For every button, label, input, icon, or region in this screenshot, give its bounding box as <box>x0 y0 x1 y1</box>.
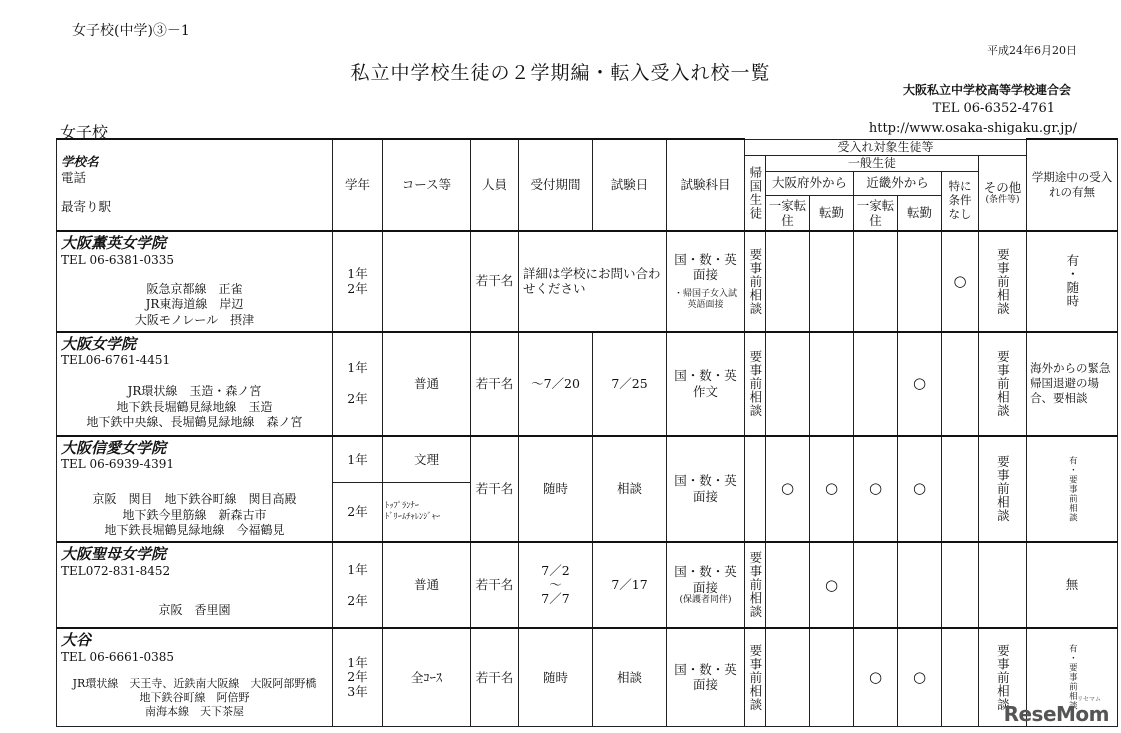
schools-table <box>56 138 1118 727</box>
header-transfer-2: 転勤 <box>898 195 942 231</box>
station: JR東海道線 岸辺 <box>145 297 244 312</box>
midterm: 海外からの緊急帰国退避の場合、要相談 <box>1027 332 1118 436</box>
header-other-note: (条件等) <box>985 195 1020 206</box>
header-school-info <box>57 139 333 231</box>
header-subjects: 試験科目 <box>667 139 745 231</box>
resemom-logo-sub: リセマム <box>1077 696 1101 703</box>
period-exam: 詳細は学校にお問い合わせください <box>519 231 667 332</box>
midterm: 無 <box>1027 542 1118 628</box>
school-name: 大阪聖母女学院 <box>61 545 167 564</box>
header-family-2: 一家転住 <box>854 195 898 231</box>
mark-family-1 <box>766 542 810 628</box>
other: 要事前相談 <box>979 436 1027 543</box>
header-period: 受付期間 <box>519 139 593 231</box>
returnee: 要事前相談 <box>745 332 766 436</box>
station: 大阪モノレール 摂津 <box>134 312 255 327</box>
mark-family-2: ○ <box>854 436 898 543</box>
table-row <box>57 231 1118 332</box>
school-name: 大阪薫英女学院 <box>61 234 167 252</box>
mark-transfer-1 <box>810 231 854 332</box>
period: 随時 <box>519 436 593 543</box>
quota: 若干名 <box>471 332 519 436</box>
other: 要事前相談 <box>979 628 1027 726</box>
grade: 1年 2年 <box>333 231 383 332</box>
grade: 2年 <box>333 483 383 542</box>
mark-transfer-1 <box>810 332 854 436</box>
header-phone: 電話 <box>61 169 87 185</box>
mark-family-2 <box>854 231 898 332</box>
period: 随時 <box>519 628 593 726</box>
station: 地下鉄今里筋線 新森古市 <box>122 507 267 522</box>
header-other: その他 (条件等) <box>979 155 1027 231</box>
other <box>979 542 1027 628</box>
school-tel: TEL072-831-8452 <box>61 563 171 578</box>
school-info <box>57 542 333 628</box>
station: 京阪 香里園 <box>158 602 231 617</box>
exam-date: 相談 <box>593 436 667 543</box>
header-no-condition: 特に条件なし <box>942 171 979 231</box>
station: 地下鉄長堀鶴見緑地線 玉造 <box>116 399 273 414</box>
subjects: 国・数・英 作文 <box>667 332 745 436</box>
subjects: 国・数・英 面接 <box>667 436 745 543</box>
exam-date: 7／17 <box>593 542 667 628</box>
mark-family-2: ○ <box>854 628 898 726</box>
school-tel: TEL 06-6381-0335 <box>61 252 175 267</box>
table-row <box>57 332 1118 436</box>
association-name: 大阪私立中学校高等学校連合会 <box>902 83 1071 97</box>
grade: 1年 2年 3年 <box>333 628 383 726</box>
resemom-logo: ReseMom リセマム <box>1003 696 1109 726</box>
header-transfer-1: 転勤 <box>810 195 854 231</box>
school-info <box>57 332 333 436</box>
grade: 1年 2年 <box>333 332 383 436</box>
other: 要事前相談 <box>979 231 1027 332</box>
header-outside-osaka: 大阪府外から <box>766 171 854 195</box>
header-grade: 学年 <box>333 139 383 231</box>
grade: 1年 <box>333 436 383 483</box>
station: 阪急京都線 正雀 <box>146 281 243 296</box>
mark-family-1 <box>766 628 810 726</box>
header-returnee: 帰国生徒 <box>745 155 766 231</box>
category-label: 女子校 <box>60 123 109 142</box>
course <box>383 231 471 332</box>
mark-transfer-2: ○ <box>898 436 942 543</box>
school-info <box>57 436 333 543</box>
table-row <box>57 436 1118 483</box>
mark-no-condition <box>942 628 979 726</box>
document-code: 女子校(中学)③－1 <box>72 23 190 39</box>
mark-transfer-1 <box>810 628 854 726</box>
association-tel: TEL 06-6352-4761 <box>932 101 1055 116</box>
quota: 若干名 <box>471 628 519 726</box>
grade: 1年 2年 <box>333 542 383 628</box>
mark-family-1: ○ <box>766 436 810 543</box>
quota: 若干名 <box>471 436 519 543</box>
mark-no-condition <box>942 332 979 436</box>
header-school-name: 学校名 <box>61 154 99 169</box>
mark-transfer-1: ○ <box>810 542 854 628</box>
quota: 若干名 <box>471 231 519 332</box>
course: 普通 <box>383 332 471 436</box>
header-midterm: 学期途中の受入れの有無 <box>1027 139 1118 231</box>
header-general: 一般生徒 <box>766 155 979 171</box>
subjects: 国・数・英 面接 ・帰国子女入試 英語面接 <box>667 231 745 332</box>
header-exam-date: 試験日 <box>593 139 667 231</box>
mark-family-2 <box>854 332 898 436</box>
station: 京阪 関目 地下鉄谷町線 関目高殿 <box>92 492 297 507</box>
mark-no-condition <box>942 542 979 628</box>
midterm: 有・要事前相談 <box>1027 436 1118 543</box>
header-course: コース等 <box>383 139 471 231</box>
station: 地下鉄長堀鶴見緑地線 今福鶴見 <box>104 523 285 538</box>
course: 全ｺｰｽ <box>383 628 471 726</box>
mark-family-1 <box>766 231 810 332</box>
school-name: 大阪信愛女学院 <box>61 438 167 457</box>
other: 要事前相談 <box>979 332 1027 436</box>
school-info <box>57 231 333 332</box>
mark-family-1 <box>766 332 810 436</box>
period: 7／2 ～ 7／7 <box>519 542 593 628</box>
table-row <box>57 542 1118 628</box>
returnee: 要事前相談 <box>745 628 766 726</box>
course: 文理 <box>383 436 471 483</box>
subjects-note: ・帰国子女入試 英語面接 <box>673 289 737 310</box>
school-tel: TEL 06-6661-0385 <box>61 649 175 664</box>
returnee <box>745 436 766 543</box>
page-title: 私立中学校生徒の２学期編・転入受入れ校一覧 <box>350 62 771 84</box>
period: ～7／20 <box>519 332 593 436</box>
school-tel: TEL06-6761-4451 <box>61 353 171 368</box>
course: 普通 <box>383 542 471 628</box>
midterm: 有・要事前相談 <box>1027 628 1118 726</box>
document-date: 平成24年6月20日 <box>987 44 1077 57</box>
subjects: 国・数・英 面接 <box>667 628 745 726</box>
returnee: 要事前相談 <box>745 231 766 332</box>
association-url[interactable]: http://www.osaka-shigaku.gr.jp/ <box>868 121 1077 136</box>
mark-no-condition <box>942 436 979 543</box>
subjects-note: (保護者同伴) <box>679 595 732 606</box>
station: 地下鉄中央線、長堀鶴見緑地線 森ノ宮 <box>86 415 303 430</box>
school-info <box>57 628 333 726</box>
header-quota: 人員 <box>471 139 519 231</box>
header-station: 最寄り駅 <box>61 199 112 215</box>
header-kinki: 近畿外から <box>854 171 942 195</box>
subjects: 国・数・英 面接 (保護者同伴) <box>667 542 745 628</box>
station: JR環状線 玉造・森ノ宮 <box>127 384 262 399</box>
mark-transfer-2: ○ <box>898 628 942 726</box>
station: 南海本線 天下茶屋 <box>145 705 244 719</box>
school-name: 大阪女学院 <box>61 334 137 353</box>
table-row <box>57 628 1118 726</box>
mark-no-condition: ○ <box>942 231 979 332</box>
school-name: 大谷 <box>61 631 92 650</box>
mark-transfer-2: ○ <box>898 332 942 436</box>
quota: 若干名 <box>471 542 519 628</box>
mark-transfer-2 <box>898 542 942 628</box>
course: ﾄｯﾌﾟﾗﾝﾅｰ ﾄﾞﾘｰﾑﾁｬﾚﾝｼﾞｬｰ <box>383 483 471 542</box>
header-family-1: 一家転住 <box>766 195 810 231</box>
mark-transfer-2 <box>898 231 942 332</box>
returnee: 要事前相談 <box>745 542 766 628</box>
school-tel: TEL 06-6939-4391 <box>61 457 175 472</box>
midterm: 有・随時 <box>1027 231 1118 332</box>
mark-family-2 <box>854 542 898 628</box>
exam-date: 7／25 <box>593 332 667 436</box>
mark-transfer-1: ○ <box>810 436 854 543</box>
station: 地下鉄谷町線 阿倍野 <box>139 691 250 705</box>
station: JR環状線 天王寺、近鉄南大阪線 大阪阿部野橋 <box>72 676 317 690</box>
exam-date: 相談 <box>593 628 667 726</box>
header-target: 受入れ対象生徒等 <box>745 139 1027 155</box>
